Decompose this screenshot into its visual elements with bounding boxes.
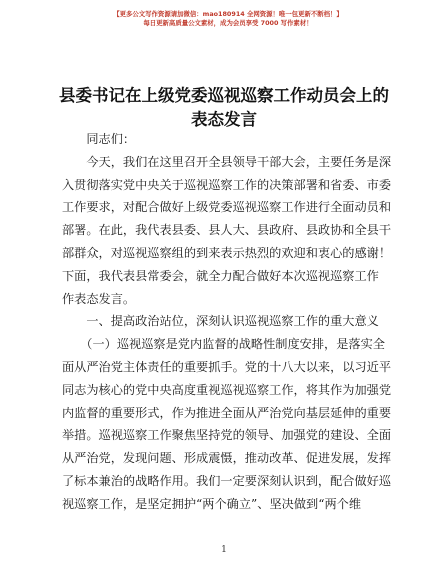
body-line: 同志为核心的党中央高度重视巡视巡察工作，将其作为加强党	[62, 382, 392, 397]
document-title-line-1: 县委书记在上级党委巡视巡察工作动员会上的	[59, 86, 389, 105]
body-line: 内监督的重要形式，作为推进全面从严治党向基层延伸的重要	[62, 405, 392, 420]
body-line: 工作要求，对配合做好上级党委巡视巡察工作进行全面动员和	[62, 200, 392, 215]
body-line: 今天，我们在这里召开全县领导干部大会，主要任务是深	[62, 154, 392, 169]
body-line: （一）巡视巡察是党内监督的战略性制度安排，是落实全	[62, 337, 385, 352]
document-body	[62, 128, 394, 516]
body-line: 举措。巡视巡察工作聚焦坚持党的领导、加强党的建设、全面	[62, 428, 392, 443]
body-line: 部群众，对巡视巡察组的到来表示热烈的欢迎和衷心的感谢！	[62, 245, 392, 260]
body-line: 视巡察工作，是坚定拥护“两个确立”、坚决做到“两个维	[62, 496, 362, 511]
promo-banner-line-1: 【更多公文写作资源请加微信：mao180914 全网资源！唯一包更新不断档！】	[113, 10, 343, 18]
promo-banner	[78, 10, 378, 28]
document-title	[56, 84, 392, 132]
body-line: 入贯彻落实党中央关于巡视巡察工作的决策部署和省委、市委	[62, 177, 392, 192]
page-number: 1	[221, 545, 227, 555]
body-line: 下面，我代表县常委会，就全力配合做好本次巡视巡察工作	[62, 268, 379, 283]
body-line: 了标本兼治的战略作用。我们一定要深刻认识到，配合做好巡	[62, 473, 392, 488]
promo-banner-line-2: 每日更新高质量公文素材，成为会员享受 7000 写作素材！	[143, 19, 313, 27]
body-line: 从严治党，发现问题、形成震慑，推动改革、促进发展，发挥	[62, 451, 392, 466]
body-line: 面从严治党主体责任的重要抓手。党的十八大以来，以习近平	[62, 359, 392, 374]
section-heading: 一、提高政治站位，深刻认识巡视巡察工作的重大意义	[62, 314, 379, 329]
body-line: 作表态发言。	[62, 291, 136, 306]
salutation: 同志们：	[62, 132, 136, 146]
document-title-line-2: 表态发言	[191, 110, 257, 129]
body-line: 部署。在此，我代表县委、县人大、县政府、县政协和全县干	[62, 223, 392, 238]
